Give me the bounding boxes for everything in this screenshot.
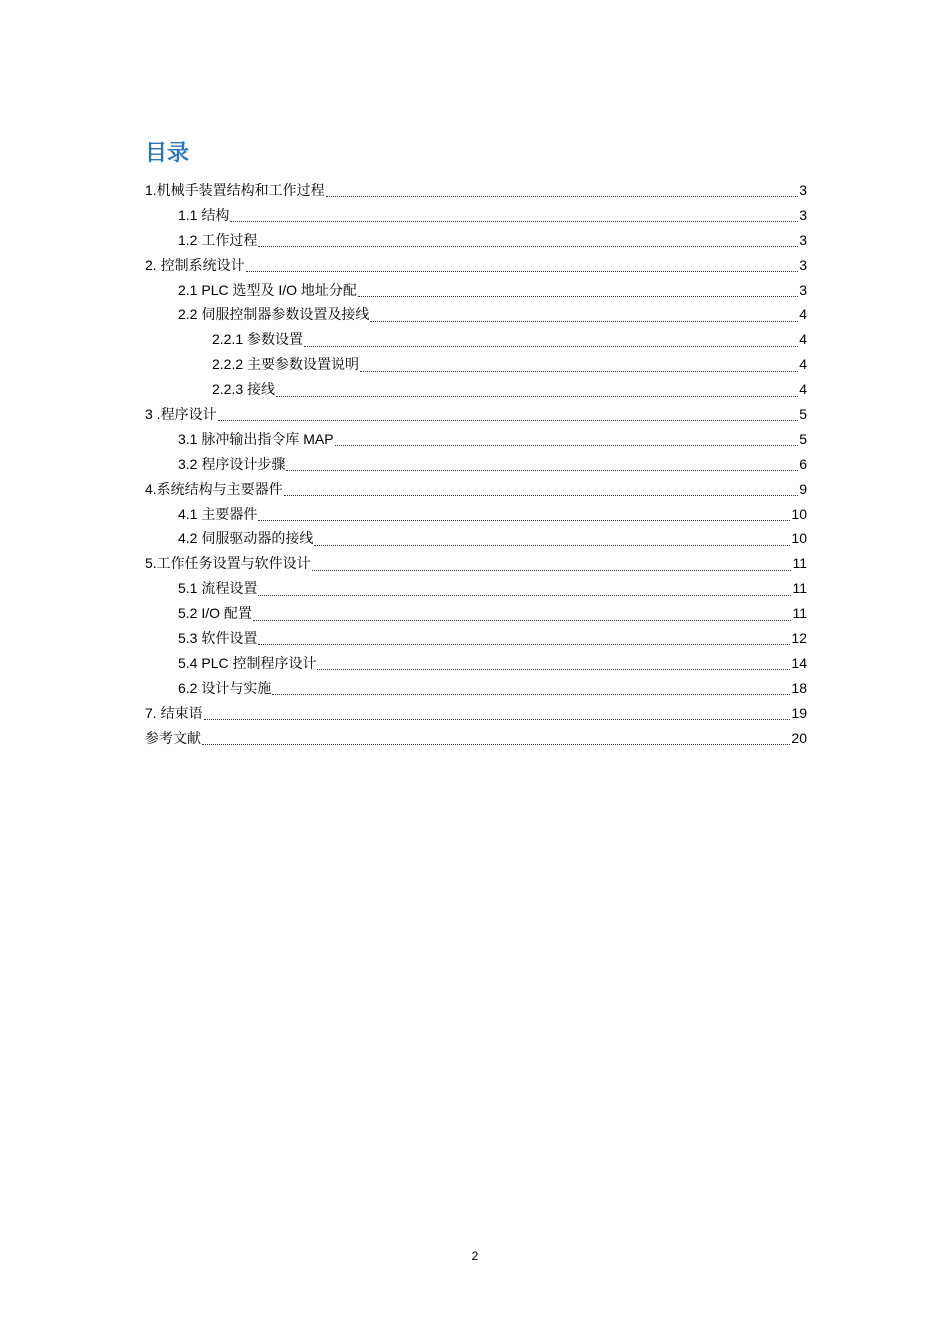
dot-leader (258, 519, 790, 521)
dot-leader (326, 195, 799, 197)
toc-entry-page: 10 (791, 530, 807, 547)
dot-leader (276, 395, 798, 397)
toc-entry-page: 3 (799, 182, 807, 198)
toc-entry[interactable] (145, 327, 807, 352)
dot-leader (272, 693, 790, 695)
page-number: 2 (471, 1249, 479, 1263)
dot-leader (317, 668, 790, 670)
toc-entry-label: 2.2.3 接线 (212, 381, 276, 398)
dot-leader (312, 569, 792, 571)
toc-entry[interactable] (145, 676, 807, 701)
toc-entry-page: 12 (791, 630, 807, 647)
toc-entry-page: 5 (799, 406, 807, 423)
toc-entry[interactable] (145, 253, 807, 278)
toc-entry-page: 11 (792, 605, 807, 622)
toc-entry-page: 4 (799, 331, 807, 348)
toc-entry-label: 5.4 PLC 控制程序设计 (178, 654, 317, 671)
toc-entry-page: 5 (799, 430, 807, 447)
toc-entry-label: 1.机械手装置结构和工作过程 (145, 182, 325, 198)
toc-entry-label: 5.2 I/O 配置 (178, 605, 252, 622)
toc-entry-label: 2. 控制系统设计 (145, 256, 245, 273)
toc-entry[interactable] (145, 402, 807, 427)
toc-entry[interactable] (145, 477, 807, 502)
toc-entry[interactable] (145, 651, 807, 676)
toc-entry[interactable] (145, 278, 807, 303)
toc-entry-label: 4.系统结构与主要器件 (145, 480, 283, 497)
toc-entry-page: 3 (799, 256, 807, 273)
toc-entry[interactable] (145, 228, 807, 253)
toc-entry-page: 11 (792, 580, 807, 597)
toc-entry-label: 5.3 软件设置 (178, 630, 258, 647)
toc-entry-label: 5.工作任务设置与软件设计 (145, 555, 311, 572)
toc-entry-page: 3 (799, 206, 807, 223)
toc-entry[interactable] (145, 601, 807, 626)
toc-entry-page: 4 (799, 306, 807, 323)
toc-entry-page: 20 (791, 729, 807, 746)
toc-entry-label: 1.2 工作过程 (178, 231, 258, 248)
dot-leader (204, 718, 791, 720)
toc-entry-label: 3.1 脉冲输出指令库 MAP (178, 430, 334, 447)
toc-entry-label: 6.2 设计与实施 (178, 679, 272, 696)
toc-entry[interactable] (145, 551, 807, 576)
dot-leader (258, 245, 798, 247)
toc-entry[interactable] (145, 452, 807, 477)
toc-entry-label: 2.1 PLC 选型及 I/O 地址分配 (178, 281, 357, 298)
toc-entry-label: 参考文献 (145, 729, 201, 746)
toc-entry[interactable] (145, 427, 807, 452)
toc-entry-label: 5.1 流程设置 (178, 580, 258, 597)
toc-entry[interactable] (145, 352, 807, 377)
toc-list (145, 178, 807, 750)
toc-entry-page: 19 (791, 704, 807, 721)
toc-entry-page: 10 (791, 505, 807, 522)
toc-entry-label: 3.2 程序设计步骤 (178, 455, 286, 472)
toc-entry-label: 2.2.2 主要参数设置说明 (212, 356, 360, 373)
dot-leader (358, 295, 798, 297)
dot-leader (258, 594, 791, 596)
toc-entry[interactable] (145, 178, 807, 203)
dot-leader (202, 743, 790, 745)
dot-leader (246, 270, 799, 272)
toc-entry-label: 7. 结束语 (145, 704, 203, 721)
toc-entry[interactable] (145, 203, 807, 228)
dot-leader (230, 220, 798, 222)
dot-leader (314, 544, 790, 546)
toc-entry-page: 4 (799, 381, 807, 398)
toc-entry-page: 4 (799, 356, 807, 373)
toc-entry[interactable] (145, 576, 807, 601)
toc-entry[interactable] (145, 626, 807, 651)
dot-leader (253, 619, 792, 621)
dot-leader (284, 494, 799, 496)
toc-entry[interactable] (145, 377, 807, 402)
toc-entry-page: 3 (799, 281, 807, 298)
toc-entry-label: 2.2.1 参数设置 (212, 331, 304, 348)
toc-entry-label: 4.2 伺服驱动器的接线 (178, 530, 314, 547)
dot-leader (360, 370, 798, 372)
toc-entry[interactable] (145, 726, 807, 751)
toc-entry-label: 1.1 结构 (178, 206, 230, 223)
toc-entry-page: 6 (799, 455, 807, 472)
toc-entry[interactable] (145, 302, 807, 327)
toc-entry[interactable] (145, 526, 807, 551)
toc-entry-page: 11 (792, 555, 807, 572)
toc-entry[interactable] (145, 502, 807, 527)
dot-leader (286, 469, 798, 471)
toc-entry-label: 2.2 伺服控制器参数设置及接线 (178, 306, 370, 323)
toc-entry-label: 4.1 主要器件 (178, 505, 258, 522)
dot-leader (218, 419, 799, 421)
dot-leader (258, 643, 790, 645)
toc-entry[interactable] (145, 701, 807, 726)
toc-entry-page: 3 (799, 231, 807, 248)
toc-entry-page: 14 (791, 654, 807, 671)
toc-title: 目录 (145, 141, 190, 166)
toc-entry-page: 18 (791, 679, 807, 696)
dot-leader (335, 444, 799, 446)
toc-entry-page: 9 (799, 480, 807, 497)
toc-entry-label: 3 .程序设计 (145, 406, 217, 423)
dot-leader (370, 320, 798, 322)
dot-leader (304, 345, 798, 347)
